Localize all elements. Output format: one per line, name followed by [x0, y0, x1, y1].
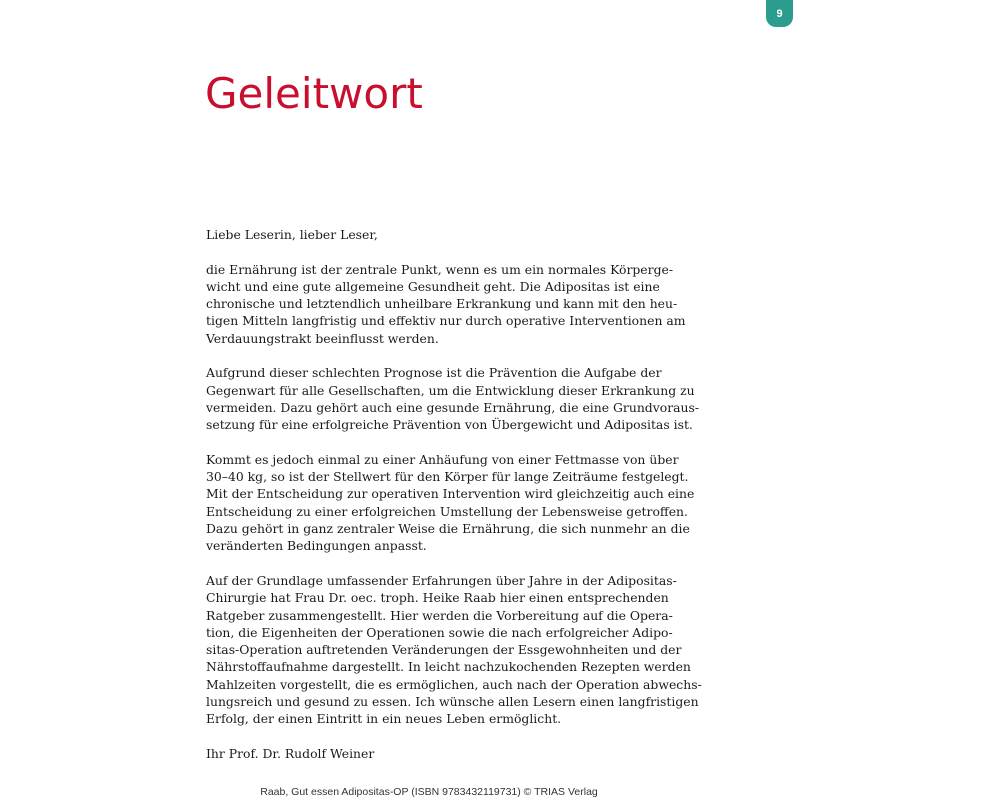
page-number-tab	[766, 0, 793, 27]
paragraph-3	[206, 451, 695, 555]
text-line: lungsreich und gesund zu essen. Ich wünsche allen Lesern einen langfristigen	[206, 694, 699, 710]
text-line: veränderten Bedingungen anpasst.	[206, 538, 427, 554]
text-line: 30–40 kg, so ist der Stellwert für den Körper für lange Zeiträume festgelegt.	[206, 469, 689, 485]
salutation: Liebe Leserin, lieber Leser,	[206, 227, 378, 242]
text-line: Nährstoffaufnahme dargestellt. In leicht nachzukochenden Rezepten werden	[206, 659, 691, 675]
text-line: Verdauungstrakt beeinflusst werden.	[206, 330, 439, 346]
text-line: Chirurgie hat Frau Dr. oec. troph. Heike Raab hier einen entsprechenden	[206, 590, 669, 606]
text-line: Erfolg, der einen Eintritt in ein neues Leben ermöglicht.	[206, 711, 562, 727]
text-line: die Ernährung ist der zentrale Punkt, wenn es um ein normales Körperge-	[206, 261, 674, 277]
copyright-footer	[0, 786, 858, 798]
text-line: Gegenwart für alle Gesellschaften, um die Entwicklung dieser Erkrankung zu	[206, 382, 695, 398]
text-line: Kommt es jedoch einmal zu einer Anhäufung von einer Fettmasse von über	[206, 451, 679, 467]
foreword-body	[206, 226, 702, 780]
text-line: Dazu gehört in ganz zentraler Weise die Ernährung, die sich nunmehr an die	[206, 521, 690, 537]
footer-text: Raab, Gut essen Adipositas-OP (ISBN 9783432119731) © TRIAS Verlag	[260, 786, 598, 798]
text-line: Ratgeber zusammengestellt. Hier werden die Vorbereitung auf die Opera-	[206, 607, 673, 623]
text-line: setzung für eine erfolgreiche Prävention von Übergewicht und Adipositas ist.	[206, 417, 693, 433]
page-title: Geleitwort	[205, 69, 423, 118]
text-line: Mahlzeiten vorgestellt, die es ermöglichen, auch nach der Operation abwechs-	[206, 676, 702, 692]
text-line: chronische und letztendlich unheilbare Erkrankung und kann mit den heu-	[206, 296, 678, 312]
text-line: Aufgrund dieser schlechten Prognose ist die Prävention die Aufgabe der	[206, 365, 662, 381]
paragraph-2	[206, 364, 700, 433]
paragraph-4	[206, 572, 702, 728]
text-line: vermeiden. Dazu gehört auch eine gesunde Ernährung, die eine Grundvoraus-	[206, 399, 700, 415]
page-number: 9	[776, 7, 783, 20]
text-line: Mit der Entscheidung zur operativen Intervention wird gleichzeitig auch eine	[206, 486, 695, 502]
text-line: tion, die Eigenheiten der Operationen sowie die nach erfolgreicher Adipo-	[206, 624, 673, 640]
text-line: Entscheidung zu einer erfolgreichen Umstellung der Lebensweise getroffen.	[206, 503, 688, 519]
signature: Ihr Prof. Dr. Rudolf Weiner	[206, 745, 375, 761]
text-line: sitas-Operation auftretenden Veränderungen der Essgewohnheiten und der	[206, 642, 682, 658]
text-line: wicht und eine gute allgemeine Gesundheit geht. Die Adipositas ist eine	[206, 278, 660, 294]
paragraph-1	[206, 261, 686, 347]
text-line: tigen Mitteln langfristig und effektiv nur durch operative Interventionen am	[206, 313, 686, 329]
text-line: Auf der Grundlage umfassender Erfahrungen über Jahre in der Adipositas-	[206, 572, 677, 588]
